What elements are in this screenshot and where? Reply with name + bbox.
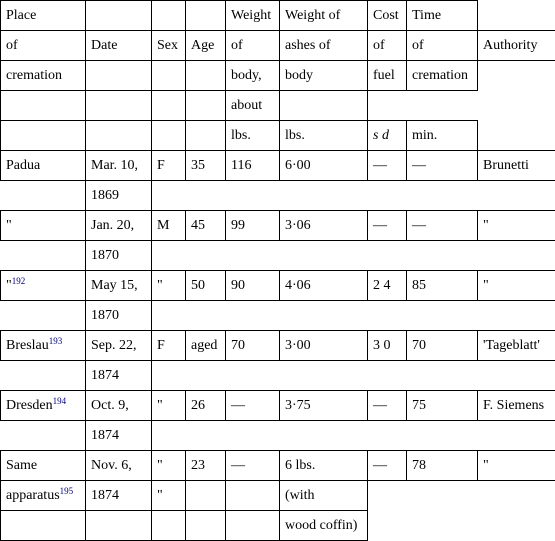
table-cell [279,270,368,301]
table-cell [225,60,280,91]
table-cell [406,120,478,151]
cell-text: 78 [412,458,426,473]
table-cell [0,210,86,241]
table-cell [0,60,86,91]
table-cell [406,150,478,181]
cell-text: body [285,68,313,83]
table-cell [185,60,226,91]
cell-text: 1874 [91,368,119,383]
cell-text: — [412,158,426,173]
table-cell [185,480,226,511]
cell-text: Brunetti [483,158,529,173]
cell-text: 3·75 [285,398,311,413]
table-cell [0,120,86,151]
table-cell [85,330,152,361]
table-cell [279,150,368,181]
table-cell [406,330,478,361]
table-cell [367,330,407,361]
table-cell [151,150,186,181]
cell-text: Weight of [285,8,341,23]
cell-text: Sep. 22, [91,338,137,353]
table-cell [406,60,478,91]
cell-text: " [483,218,489,233]
table-cell [477,330,555,361]
cell-text: " [6,218,12,233]
table-cell [225,0,280,31]
cell-text: s d [373,128,389,143]
cell-text: — [373,218,387,233]
table-cell [279,480,368,511]
table-cell [367,270,407,301]
cell-text: Jan. 20, [91,218,135,233]
table-cell [225,30,280,61]
cell-text: — [373,458,387,473]
table-cell [185,270,226,301]
table-cell [279,90,368,121]
table-cell [406,450,478,481]
cell-text: apparatus [6,488,60,503]
cell-text: Breslau [6,338,49,353]
table-cell [367,30,407,61]
cell-text: — [231,458,245,473]
cell-text: Cost [373,8,399,23]
cell-text: 6·00 [285,158,311,173]
table-cell [0,510,86,541]
cell-text: 90 [231,278,245,293]
cell-text: 70 [231,338,245,353]
table-cell [406,390,478,421]
table-cell [0,390,86,421]
table-cell [367,120,407,151]
table-cell [151,120,186,151]
table-cell [0,0,86,31]
cell-text: F [157,158,165,173]
cell-text: 35 [191,158,205,173]
footnote-marker[interactable]: 193 [48,336,63,346]
table-cell [367,150,407,181]
cell-text: May 15, [91,278,138,293]
table-cell [0,480,86,511]
table-cell [151,390,186,421]
table-cell [225,450,280,481]
cell-text: of [373,38,385,53]
cell-text: 70 [412,338,426,353]
cell-text: 85 [412,278,426,293]
table-cell [0,30,86,61]
cell-text: 6 lbs. [285,458,316,473]
table-cell [477,270,555,301]
table-cell [0,330,86,361]
table-cell [151,210,186,241]
table-cell [151,450,186,481]
cell-text: 45 [191,218,205,233]
table-cell [279,60,368,91]
cell-text: Authority [483,38,538,53]
table-cell [279,510,368,541]
cell-text: 3 0 [373,338,391,353]
table-cell [367,450,407,481]
cell-text: 1874 [91,428,119,443]
cell-text: " [157,488,163,503]
cell-text: 3·06 [285,218,311,233]
table-cell [225,120,280,151]
table-cell [367,210,407,241]
table-cell [406,210,478,241]
table-cell [151,90,186,121]
cell-text: Dresden [6,398,53,413]
footnote-marker[interactable]: 194 [52,396,67,406]
table-cell [185,90,226,121]
cell-text: cremation [6,68,62,83]
table-cell [185,510,226,541]
table-cell [151,30,186,61]
table-cell [85,510,152,541]
footnote-marker[interactable]: 192 [11,276,26,286]
cell-text: Time [412,8,442,23]
cell-text: " [483,458,489,473]
table-cell [185,30,226,61]
table-cell [185,150,226,181]
table-cell [367,0,407,31]
table-cell [279,330,368,361]
table-cell [225,90,280,121]
cell-text: Oct. 9, [91,398,129,413]
table-cell [406,270,478,301]
table-cell [477,150,555,181]
table-cell [279,120,368,151]
table-cell [85,210,152,241]
table-cell [477,450,555,481]
table-cell [151,510,186,541]
table-cell [85,450,152,481]
cell-text: 26 [191,398,205,413]
cell-text: " [157,278,163,293]
cell-text: 116 [231,158,252,173]
table-cell [225,330,280,361]
cell-text: Weight [231,8,272,23]
cell-text: — [373,158,387,173]
table-cell [151,270,186,301]
table-cell [225,510,280,541]
table-cell [85,390,152,421]
cell-text: Mar. 10, [91,158,139,173]
table-cell [85,360,152,391]
table-cell [367,60,407,91]
table-cell [225,150,280,181]
table-cell [185,0,226,31]
cell-text: of [412,38,424,53]
cell-text: of [231,38,243,53]
table-cell [0,270,86,301]
table-cell [85,90,152,121]
cell-text: lbs. [231,128,251,143]
cell-text: Nov. 6, [91,458,132,473]
cell-text: F. Siemens [483,398,545,413]
cell-text: 1870 [91,308,119,323]
table-cell [279,30,368,61]
cell-text: 23 [191,458,205,473]
table-cell [185,450,226,481]
cell-text: 'Tageblatt' [483,338,540,353]
table-cell [151,330,186,361]
cell-text: 4·06 [285,278,311,293]
table-cell [85,180,152,211]
cell-text: — [231,398,245,413]
table-cell [477,210,555,241]
cell-text: fuel [373,68,395,83]
cell-text: " [157,458,163,473]
cell-text: 1869 [91,188,119,203]
table-cell [151,60,186,91]
table-cell [477,30,555,61]
cell-text: — [412,218,426,233]
cell-text: min. [412,128,438,143]
cell-text: Place [6,8,37,23]
cell-text: wood coffin) [285,518,358,533]
table-cell [85,480,152,511]
cell-text: ashes of [285,38,331,53]
table-cell [85,120,152,151]
cell-text: Sex [157,38,178,53]
cell-text: 99 [231,218,245,233]
cell-text: body, [231,68,262,83]
cell-text: Padua [6,158,41,173]
table-cell [151,0,186,31]
table-cell [367,390,407,421]
cell-text: 2 4 [373,278,391,293]
table-cell [279,390,368,421]
table-cell [0,90,86,121]
cell-text: (with [285,488,315,503]
table-cell [85,270,152,301]
table-cell [185,120,226,151]
cell-text: Date [91,38,118,53]
table-cell [279,210,368,241]
cell-text: " [483,278,489,293]
cell-text: 50 [191,278,205,293]
cell-text: Age [191,38,215,53]
table-cell [85,0,152,31]
table-cell [0,150,86,181]
cell-text: " [157,398,163,413]
table-cell [85,240,152,271]
cell-text: " [6,278,12,293]
cell-text: M [157,218,170,233]
table-cell [0,450,86,481]
table-cell [85,300,152,331]
table-cell [85,30,152,61]
table-cell [85,150,152,181]
table-cell [85,420,152,451]
cell-text: lbs. [285,128,305,143]
cell-text: of [6,38,18,53]
cell-text: 1874 [91,488,119,503]
table-cell [185,330,226,361]
footnote-marker[interactable]: 195 [59,486,74,496]
table-cell [185,210,226,241]
table-cell [225,270,280,301]
table-cell [151,480,186,511]
table-cell [477,390,555,421]
cell-text: about [231,98,263,113]
cell-text: aged [191,338,218,353]
cell-text: Same [6,458,38,473]
table-cell [279,0,368,31]
cell-text: 75 [412,398,426,413]
table-cell [85,60,152,91]
cell-text: cremation [412,68,468,83]
cell-text: 1870 [91,248,119,263]
table-cell [406,30,478,61]
cell-text: — [373,398,387,413]
cell-text: 3·00 [285,338,311,353]
table-cell [225,480,280,511]
table-cell [279,450,368,481]
cell-text: F [157,338,165,353]
table-cell [185,390,226,421]
table-cell [406,0,478,31]
table-cell [225,210,280,241]
table-cell [225,390,280,421]
